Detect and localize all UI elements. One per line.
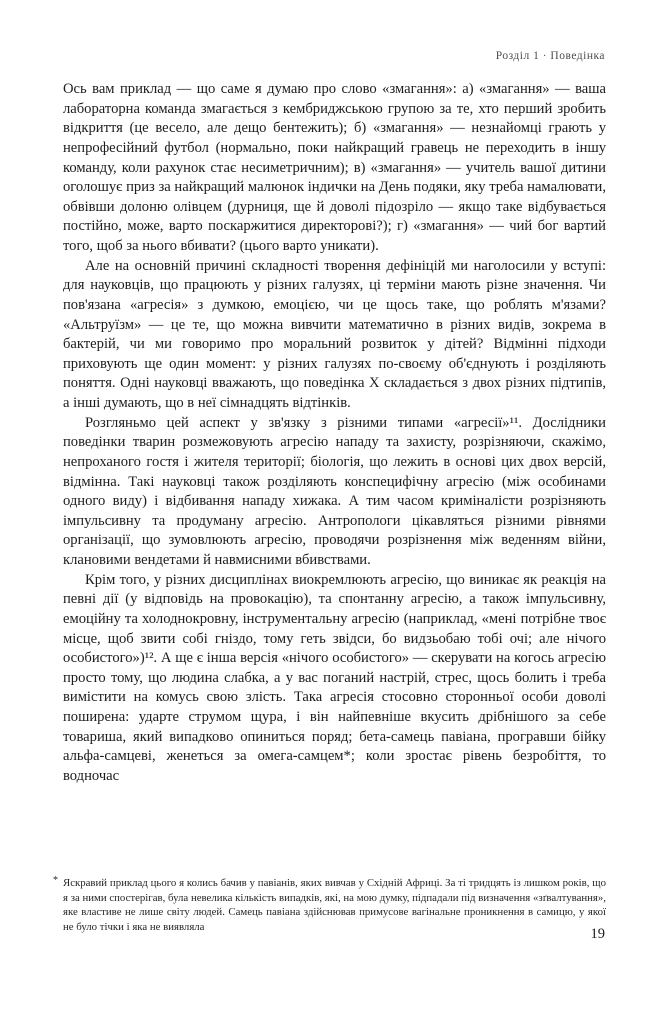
body-paragraph: Крім того, у різних дисциплінах виокремлюють агресію, що виникає як реакція на певні дії (у відповідь на провокацію), та спонтанну агресію, а також імпульсивну, емоційну та холоднокровну, інструментальну агресію (наприклад, «мені потрібне твоє місце, щоб звити собі гніздо, тому геть звідси, бо видзьобаю тобі очі; але нічого особистого»)¹². А ще є інша версія «нічого особистого» — скерувати на когось агресію просто тому, що людина слабка, а у вас поганий настрій, стрес, щось болить і треба вимістити на комусь свою злість. Така агресія стосовно сторонньої особи доволі поширена: ударте струмом щура, і він найпевніше вкусить дрібнішого за себе товариша, який випадково опиниться поряд; бета-самець павіана, програвши бійку альфа-самцеві, женеться за омега-самцем*; коли зростає рівень безробіття, то водночас (63, 571, 606, 784)
page-number: 19 (590, 926, 605, 942)
body-paragraph: Розгляньмо цей аспект у зв'язку з різними типами «агресії»¹¹. Дослідники поведінки тварин розмежовують агресію нападу та захисту, розрізняючи, скажімо, непроханого гостя і жителя території; біологія, що лежить в основі цих двох версій, відмінна. Такі науковці також розділяють конспецифічну агресію (між особинами одного виду) і відбивання нападу хижака. А тим часом криміналісти розрізняють імпульсивну та продуману агресію. Антропологи цікавляться різними рівнями організації, що зумовлюють агресію, проводячи розрізнення між веденням війни, клановими вендетами й навмисними вбивствами. (63, 414, 606, 568)
footnote-block (53, 875, 606, 935)
body-paragraph: Але на основній причині складності творення дефініцій ми наголосили у вступі: для науковців, що працюють у різних галузях, ці терміни мають різне значення. Чи пов'язана «агресія» з думкою, емоцією, чи це щось таке, що роблять м'язами? «Альтруїзм» — це те, що можна вивчити математично в різних видів, зокрема в бактерій, чи ми говоримо про моральний розвиток у дітей? Відмінні підходи приховують ще один момент: у різних галузях по-своєму об'єднують і розділяють поняття. Одні науковці вважають, що поведінка X складається з двох різних підтипів, а інші думають, що в неї сімнадцять відтінків. (63, 257, 606, 411)
body-text-block (63, 80, 606, 787)
running-header: Розділ 1 · Поведінка (495, 50, 605, 62)
body-paragraph: Ось вам приклад — що саме я думаю про слово «змагання»: а) «змагання» — ваша лабораторна команда змагається з кембриджською групою за те, хто перший зробить відкриття (це весело, але дещо бентежить); б) «змагання» — незнайомці грають у непрофесійний футбол (нормально, поки найкращий гравець не переходить в іншу команду, коли рахунок стає несиметричним); в) «змагання» — учитель вашої дитини оголошує приз за найкращий малюнок індички на День подяки, яку треба намалювати, обвівши долоню олівцем (дурниця, ще й доволі підозріло — якщо таке відбувається постійно, може, варто поскаржитися директорові?); г) «змагання» — чий бог вартий того, щоб за нього вбивати? (цього варто уникати). (63, 81, 606, 254)
footnote-text: Яскравий приклад цього я колись бачив у павіанів, яких вивчав у Східній Африці. За ті тридцять із лишком років, що я за ними спостерігав, була невелика кількість випадків, які, на мою думку, підпадали під визначення «зґвалтування», яке властиве не лише світу людей. Самець павіана здійснював примусове вагінальне проникнення в самицю, у якої не було тічки і яка не виявляла (63, 877, 606, 934)
footnote-marker: * (53, 875, 58, 886)
